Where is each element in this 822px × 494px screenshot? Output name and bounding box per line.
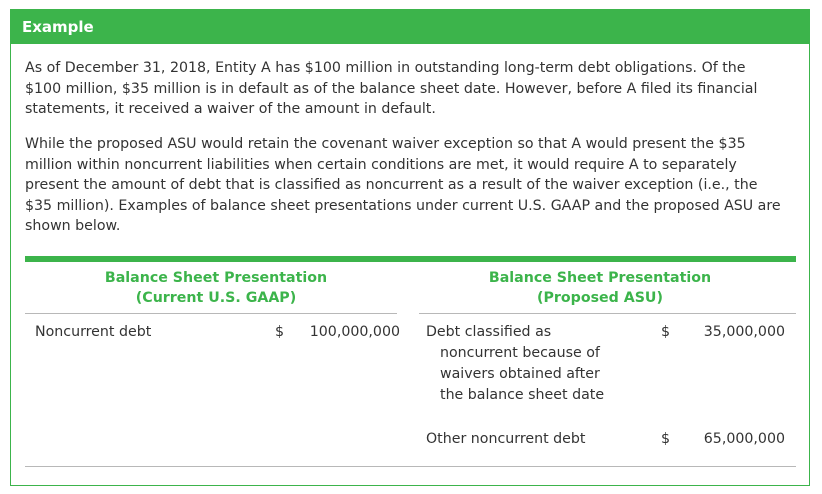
proposed-row-2-label: Other noncurrent debt [426, 431, 586, 447]
paragraph-2: While the proposed ASU would retain the covenant waiver exception so that A would present the $35 million within noncurrent liabilities when certain conditions are met, it would require A to separately present the amount of debt that is classified as noncurrent as a result of the waiver exception (i.e., the $35 million). Examples of balance sheet presentations under current U.S. GAAP and the proposed ASU are shown below. [25, 136, 781, 234]
current-row-label: Noncurrent debt [35, 324, 152, 340]
proposed-row-1-currency: $ [661, 324, 671, 340]
proposed-row-1-label-rest: noncurrent because of waivers obtained after the balance sheet date [440, 345, 605, 403]
proposed-heading-rule [419, 313, 796, 314]
current-heading-line1: Balance Sheet Presentation [104, 270, 328, 286]
proposed-row-2-amount: 65,000,000 [703, 431, 785, 447]
current-row-currency: $ [275, 324, 285, 340]
proposed-row-1-amount: 35,000,000 [703, 324, 785, 340]
example-title: Example [22, 18, 94, 36]
example-header [11, 10, 809, 44]
proposed-row-1-label [426, 322, 626, 406]
current-heading-line2: (Current U.S. GAAP) [135, 290, 297, 306]
paragraph-1: As of December 31, 2018, Entity A has $100 million in outstanding long-term debt obligations. Of the $100 million, $35 million is in default as of the balance sheet date. However, before A filed its financial statements, it received a waiver of the amount in default. [25, 60, 758, 117]
table-bottom-rule [25, 466, 796, 467]
example-box [10, 9, 810, 486]
proposed-row-1-label-first: Debt classified as [426, 324, 552, 340]
proposed-heading-line2: (Proposed ASU) [537, 290, 663, 306]
current-heading-rule [25, 313, 397, 314]
proposed-asu-heading [475, 268, 725, 308]
proposed-row-2-currency: $ [661, 431, 671, 447]
current-gaap-heading [91, 268, 341, 308]
proposed-heading-line1: Balance Sheet Presentation [488, 270, 712, 286]
current-row-amount: 100,000,000 [309, 324, 400, 340]
table-top-rule [25, 256, 796, 262]
